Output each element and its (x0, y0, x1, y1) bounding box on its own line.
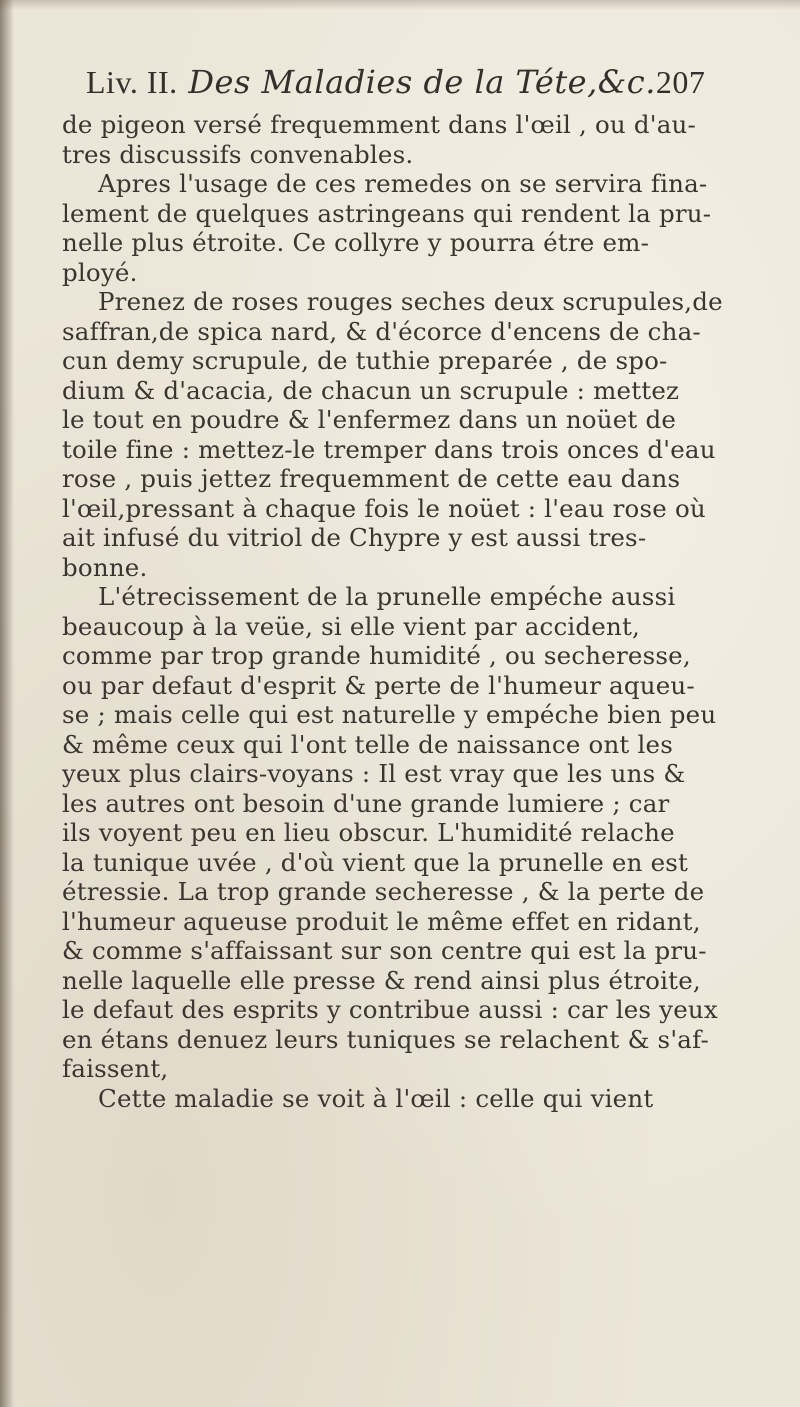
text-line: beaucoup à la veüe, si elle vient par accident, (62, 611, 641, 641)
page-top-shadow (0, 0, 800, 10)
text-line: toile fine : mettez-le tremper dans trois onces d'eau (62, 434, 716, 464)
text-line: lement de quelques astringeans qui rendent la pru- (62, 198, 712, 228)
text-line: tres discussifs convenables. (62, 139, 414, 169)
text-line: ait infusé du vitriol de Chypre y est aussi tres- (62, 523, 647, 552)
text-line: Cette maladie se voit à l'œil : celle qui vient (98, 1083, 654, 1113)
text-line: nelle plus étroite. Ce collyre y pourra étre em- (62, 228, 650, 257)
text-line: Prenez de roses rouges seches deux scrupules,de (98, 287, 723, 316)
text-line: dium & d'acacia, de chacun un scrupule : mettez (62, 375, 680, 405)
text-line: ils voyent peu en lieu obscur. L'humidité relache (62, 818, 675, 847)
text-line: de pigeon versé frequemment dans l'œil , ou d'au- (62, 110, 696, 139)
text-line: faissent, (62, 1054, 169, 1083)
text-line: yeux plus clairs-voyans : Il est vray que les uns & (62, 759, 686, 788)
running-head-title: Des Maladies de la Téte,&c. (188, 63, 656, 101)
text-line: & même ceux qui l'ont telle de naissance ont les (62, 729, 673, 759)
running-head-book: Liv. II. (86, 64, 178, 100)
text-line: la tunique uvée , d'où vient que la prunelle en est (62, 847, 689, 877)
text-line: ployé. (62, 257, 138, 287)
text-line: le tout en poudre & l'enfermez dans un noüet de (62, 405, 677, 434)
text-line: Apres l'usage de ces remedes on se servira fina- (98, 169, 708, 198)
text-line: se ; mais celle qui est naturelle y empéche bien peu (62, 700, 717, 729)
text-line: nelle laquelle elle presse & rend ainsi plus étroite, (62, 965, 701, 995)
text-line: les autres ont besoin d'une grande lumiere ; car (62, 788, 670, 818)
text-line: saffran,de spica nard, & d'écorce d'encens de cha- (62, 316, 701, 346)
text-line: & comme s'affaissant sur son centre qui est la pru- (62, 936, 707, 965)
page-binding-shadow (0, 0, 14, 1407)
text-line: bonne. (62, 552, 148, 582)
text-line: cun demy scrupule, de tuthie preparée , de spo- (62, 346, 668, 375)
text-line: rose , puis jettez frequemment de cette eau dans (62, 464, 681, 493)
running-header (86, 62, 746, 102)
page-number: 207 (655, 64, 706, 100)
text-line: ou par defaut d'esprit & perte de l'humeur aqueu- (62, 670, 695, 700)
text-line: comme par trop grande humidité , ou secheresse, (62, 641, 691, 670)
text-line: le defaut des esprits y contribue aussi : car les yeux (62, 995, 718, 1024)
text-line: étressie. La trop grande secheresse , & la perte de (62, 877, 705, 906)
text-line: en étans denuez leurs tuniques se relachent & s'af- (62, 1024, 709, 1054)
text-line: L'étrecissement de la prunelle empéche aussi (98, 582, 676, 611)
page-body-text (62, 110, 732, 1113)
text-line: l'œil,pressant à chaque fois le noüet : l'eau rose où (62, 493, 706, 523)
text-line: l'humeur aqueuse produit le même effet en ridant, (62, 906, 701, 936)
